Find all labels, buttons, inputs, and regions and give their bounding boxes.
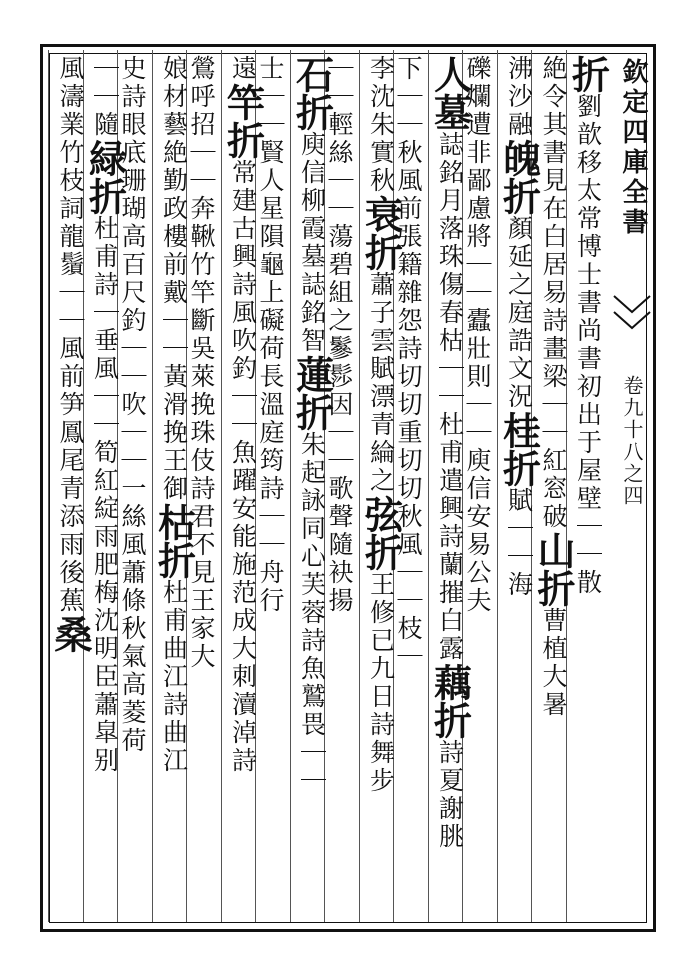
headword: 藕	[427, 663, 473, 701]
headword: 石	[289, 55, 335, 93]
text-segment: 士｜｜賢人星隕	[256, 55, 285, 251]
text-segment: 杜甫曲江詩曲江	[159, 579, 189, 775]
headword: 折	[496, 177, 542, 215]
headword: 桑	[48, 615, 93, 653]
text-segment: 朱起詠同心芙蓉詩魚鷲畏｜｜	[297, 431, 327, 795]
column-rule	[152, 50, 153, 922]
headword: 人	[427, 55, 473, 93]
headword: 折	[289, 393, 335, 431]
headword: 墓	[427, 93, 473, 131]
text-column	[465, 55, 490, 615]
text-segment: 史詩眼底珊瑚高百尺釣｜｜吹｜｜一絲風	[118, 55, 147, 559]
text-segment: 沸沙融	[504, 55, 534, 139]
headword: 桂	[496, 411, 542, 449]
text-column	[396, 55, 421, 671]
text-segment: 李沈朱實秋	[366, 55, 396, 195]
text-segment: 蠹壯則｜｜庾信安易公夫	[463, 307, 492, 615]
text-column	[289, 55, 335, 795]
text-segment: 誌銘月落珠傷春枯｜｜杜甫遣興詩蘭摧白露	[435, 131, 465, 663]
text-column	[48, 55, 93, 653]
text-column	[220, 55, 266, 775]
book-title: 欽定四庫全書	[618, 58, 648, 238]
text-segment: 詩夏	[435, 739, 465, 795]
text-segment: ｜｜隨	[90, 55, 120, 139]
text-segment: 風濤	[56, 55, 85, 111]
headword: 折	[565, 55, 611, 93]
text-segment: 王修已九日詩舞步	[366, 571, 396, 795]
text-segment: 因｜｜歌聲隨袂揚	[325, 391, 354, 615]
text-column	[565, 55, 611, 597]
volume-label: 卷九十八之四	[620, 375, 644, 507]
headword: 緑	[82, 139, 128, 177]
text-column	[496, 55, 542, 599]
text-segment: 下｜｜秋風前張籍雜怨詩切切重切切秋風｜｜枝｜	[394, 55, 423, 671]
text-segment: 賦｜｜海	[504, 487, 534, 599]
headword: 折	[496, 449, 542, 487]
headword: 枯	[151, 503, 197, 541]
headword: 竿	[220, 83, 266, 121]
text-column	[151, 55, 197, 775]
text-segment: 常建古興詩風吹釣｜｜魚躍安能施范成大刺瀆淖詩	[228, 159, 258, 775]
text-column	[327, 55, 352, 615]
headword: 折	[358, 533, 404, 571]
text-segment: 蕭子雲賦漂青綸之	[366, 271, 396, 495]
column-rule	[359, 50, 360, 922]
text-segment: 庾信柳霞墓誌銘智	[297, 131, 327, 355]
text-segment: ｜｜蕩碧組之鬖髿	[325, 167, 354, 391]
text-segment: 業竹枝詞龍鬚｜｜風前笋鳳尾青添雨後蕉	[56, 111, 85, 615]
fish-tail-mark-icon	[612, 292, 652, 340]
headword: 衰	[358, 195, 404, 233]
text-segment: 娘材藝絶勤政樓前戴｜｜黃滑挽王御	[159, 55, 189, 503]
text-column	[358, 55, 404, 795]
text-segment: 謝朓	[435, 795, 465, 851]
column-rule	[48, 50, 49, 922]
headword: 折	[151, 541, 197, 579]
headword: 折	[82, 177, 128, 215]
text-column	[82, 55, 128, 775]
text-segment: 絶令其書見在白居易詩畫梁｜｜紅窓破	[539, 55, 568, 531]
headword: 折	[427, 701, 473, 739]
column-rule	[428, 50, 429, 922]
headword: 弦	[358, 495, 404, 533]
text-segment: 杜甫詩｜垂風｜｜筍紅綻雨肥梅沈明臣蕭皐别	[90, 215, 120, 775]
text-segment: 礫爛	[463, 55, 492, 111]
column-rule	[290, 50, 291, 922]
headword: 折	[220, 121, 266, 159]
text-segment: 龜上礙荷長溫庭筠詩｜｜舟行	[256, 251, 285, 615]
headword: 折	[531, 569, 576, 607]
text-segment: 遠	[228, 55, 258, 83]
headword: 蓮	[289, 355, 335, 393]
headword: 魄	[496, 139, 542, 177]
text-column	[427, 55, 473, 851]
column-rule	[221, 50, 222, 922]
text-segment: 劉歆移太常博士書尚書初出于屋壁｜｜散	[573, 93, 603, 597]
headword: 折	[358, 233, 404, 271]
text-segment: ｜｜輕絲	[325, 55, 354, 167]
text-segment: 顏延之庭誥文況	[504, 215, 534, 411]
headword: 山	[531, 531, 576, 569]
text-segment: 遭非鄙慮將｜｜	[463, 111, 492, 307]
headword: 折	[289, 93, 335, 131]
text-segment: 鶯呼招｜｜奔鞦竹竿斷吳萊挽珠伎詩君不見王家大	[187, 55, 216, 671]
text-segment: 曹植大暑	[539, 607, 568, 719]
text-segment: 蕭條秋氣高菱荷	[118, 559, 147, 755]
